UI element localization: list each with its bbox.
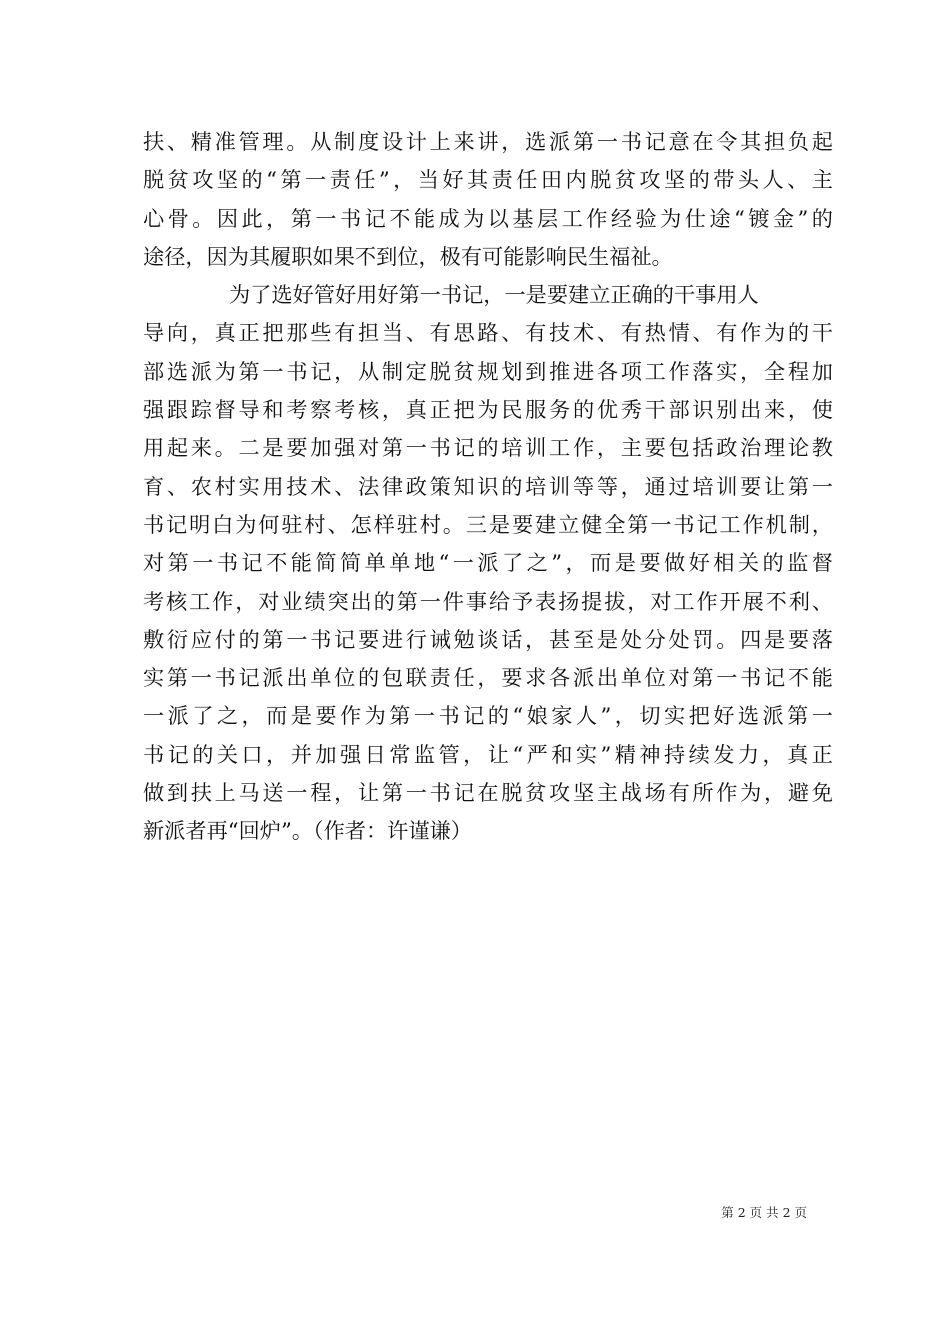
paragraph-2-line: 做到扶上马送一程，让第一书记在脱贫攻坚主战场有所作为，避免: [143, 780, 833, 806]
paragraph-2: [143, 276, 833, 850]
paragraph-2-line: 育、农村实用技术、法律政策知识的培训等等，通过培训要让第一: [143, 473, 833, 499]
paragraph-1-line: 扶、精准管理。从制度设计上来讲，选派第一书记意在令其担负起: [143, 129, 833, 154]
paragraph-2-line: 为了选好管好用好第一书记，一是要建立正确的干事用人: [229, 282, 759, 308]
paragraph-2-line: 书记的关口，并加强日常监管，让“严和实”精神持续发力，真正: [143, 741, 833, 767]
paragraph-2-line: 强跟踪督导和考察考核，真正把为民服务的优秀干部识别出来，使: [143, 397, 833, 423]
paragraph-2-line: 用起来。二是要加强对第一书记的培训工作，主要包括政治理论教: [143, 435, 833, 461]
paragraph-2-line: 敷衍应付的第一书记要进行诫勉谈话，甚至是处分处罚。四是要落: [143, 626, 833, 652]
paragraph-2-line: 书记明白为何驻村、怎样驻村。三是要建立健全第一书记工作机制，: [143, 511, 833, 537]
paragraph-2-line: 考核工作，对业绩突出的第一件事给予表扬提拔，对工作开展不利、: [143, 588, 833, 614]
paragraph-1-line: 脱贫攻坚的“第一责任”，当好其责任田内脱贫攻坚的带头人、主: [143, 167, 833, 193]
paragraph-2-line: 一派了之，而是要作为第一书记的“娘家人”，切实把好选派第一: [143, 703, 833, 729]
document-body: [143, 123, 833, 851]
paragraph-2-line: 对第一书记不能简简单单地“一派了之”，而是要做好相关的监督: [143, 550, 833, 576]
paragraph-1-line: 心骨。因此，第一书记不能成为以基层工作经验为仕途“镀金”的: [143, 205, 833, 231]
paragraph-1-line: 途径，因为其履职如果不到位，极有可能影响民生福祉。: [143, 243, 673, 269]
paragraph-2-line: 部选派为第一书记，从制定脱贫规划到推进各项工作落实，全程加: [143, 358, 833, 384]
paragraph-2-line: 导向，真正把那些有担当、有思路、有技术、有热情、有作为的干: [143, 320, 833, 346]
paragraph-1: [143, 123, 833, 276]
paragraph-2-line: 新派者再“回炉”。（作者：许谨谦）: [143, 818, 472, 844]
page-number: 第 2 页 共 2 页: [721, 1205, 807, 1220]
paragraph-2-line: 实第一书记派出单位的包联责任，要求各派出单位对第一书记不能: [143, 665, 833, 691]
